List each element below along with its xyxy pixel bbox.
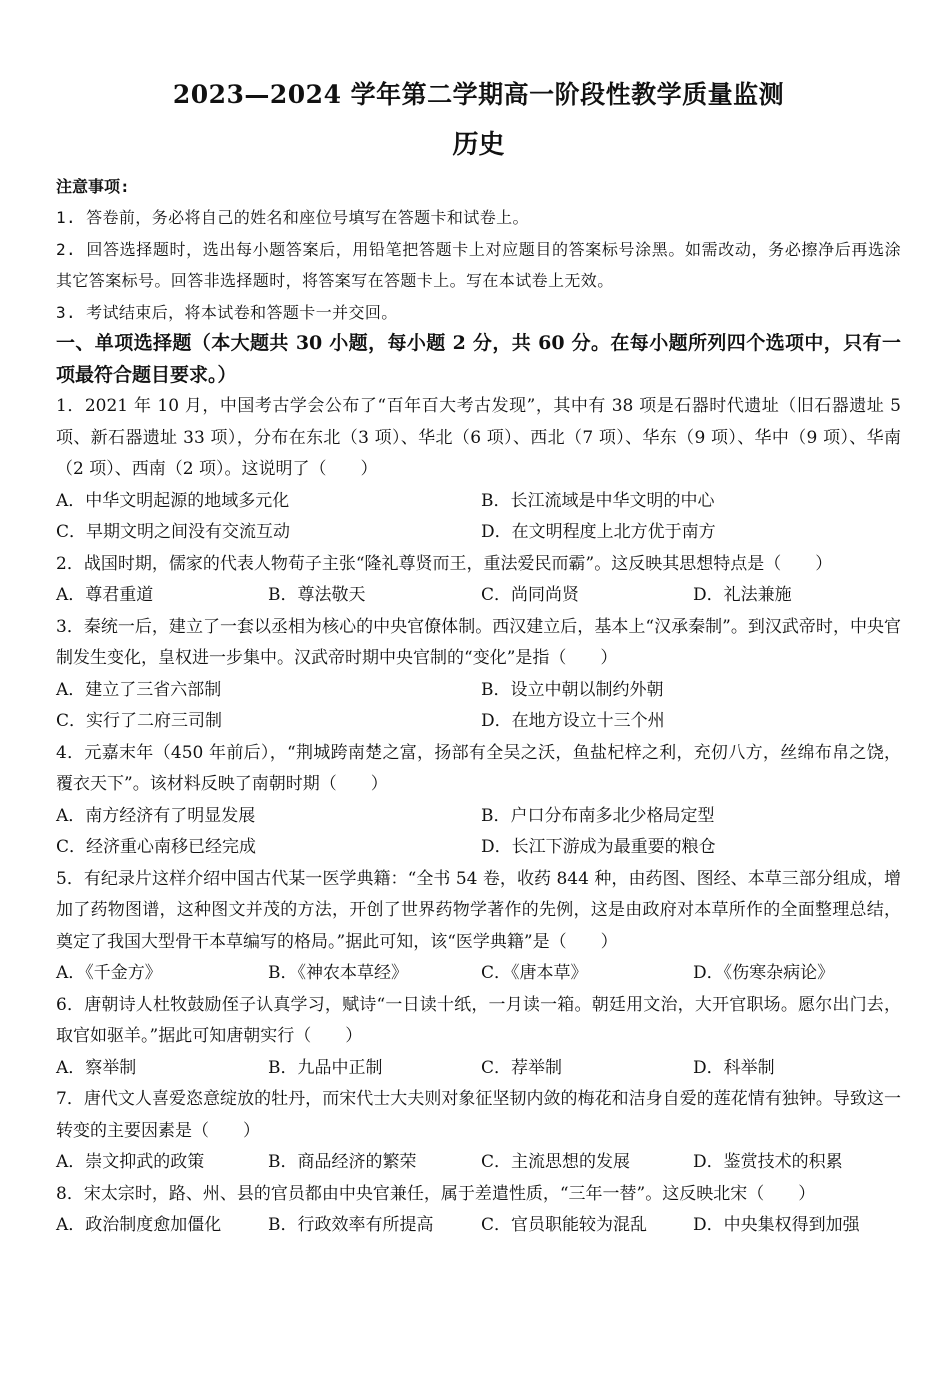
option-d: D．中央集权得到加强 — [693, 1215, 860, 1235]
option-b: B．尊法敬天 — [268, 585, 366, 605]
exam-title: 2023—2024 学年第二学期高一阶段性教学质量监测 — [172, 80, 785, 109]
option-list — [56, 675, 901, 738]
question-2 — [56, 549, 901, 612]
question-stem: 4．元嘉末年（450 年前后），“荆城跨南楚之富，扬部有全吴之沃，鱼盐杞梓之利，充仞八方，丝绵布帛之饶，覆衣天下”。该材料反映了南朝时期（ ） — [56, 742, 901, 794]
option-a: A．建立了三省六部制 — [56, 679, 222, 700]
question-6 — [56, 990, 901, 1085]
question-4 — [56, 738, 901, 864]
notice-heading: 注意事项: — [56, 177, 130, 196]
notice-item: 1. 答卷前，务必将自己的姓名和座位号填写在答题卡和试卷上。 — [56, 208, 529, 227]
option-b: B．行政效率有所提高 — [268, 1215, 434, 1235]
subject-title: 历史 — [452, 130, 505, 160]
option-list — [56, 1210, 901, 1242]
notice-item: 2. 回答选择题时，选出每小题答案后，用铅笔把答题卡上对应题目的答案标号涂黑。如需改动，务必擦净后再选涂其它答案标号。回答非选择题时，将答案写在答题卡上。写在本试卷上无效。 — [56, 239, 901, 290]
option-b: B．商品经济的繁荣 — [268, 1152, 417, 1172]
question-8 — [56, 1179, 901, 1242]
question-stem: 3．秦统一后，建立了一套以丞相为核心的中央官僚体制。西汉建立后，基本上“汉承秦制”。到汉武帝时，中央官制发生变化，皇权进一步集中。汉武帝时期中央官制的“变化”是指（ ） — [56, 616, 901, 668]
option-c: C．《唐本草》 — [481, 963, 588, 983]
option-list — [56, 958, 901, 990]
option-a: A．尊君重道 — [56, 585, 154, 605]
option-list — [56, 486, 901, 549]
option-a: A．政治制度愈加僵化 — [56, 1215, 222, 1235]
option-c: C．官员职能较为混乱 — [481, 1215, 648, 1235]
option-c: C．早期文明之间没有交流互动 — [56, 522, 291, 542]
question-stem: 1．2021 年 10 月，中国考古学会公布了“百年百大考古发现”，其中有 38 项是石器时代遗址（旧石器遗址 5 项、新石器遗址 33 项），分布在东北（3 项）、华北（6 项）、西北（7 项）、华东（9 项）、华中（9 项）、华南（2 项）、西南（2 项）。这说明了（ ） — [56, 396, 901, 479]
option-b: B．长江流域是中华文明的中心 — [481, 490, 715, 511]
question-stem: 5．有纪录片这样介绍中国古代某一医学典籍：“全书 54 卷，收药 844 种，由药图、图经、本草三部分组成，增加了药物图谱，这种图文并茂的方法，开创了世界药物学著作的先例，这是由政府对本草所作的全面整理总结，奠定了我国大型骨干本草编写的格局。”据此可知，该“医学典籍”是（ ） — [56, 868, 901, 952]
exam-page — [56, 78, 901, 1242]
option-d: D．《伤寒杂病论》 — [693, 963, 835, 983]
option-d: D．长江下游成为最重要的粮仓 — [481, 837, 716, 857]
option-c: C．经济重心南移已经完成 — [56, 837, 257, 857]
question-5 — [56, 864, 901, 990]
option-list — [56, 1053, 901, 1085]
notice-item: 3. 考试结束后，将本试卷和答题卡一并交回。 — [56, 302, 398, 322]
question-stem: 7．唐代文人喜爱恣意绽放的牡丹，而宋代士大夫则对象征坚韧内敛的梅花和洁身自爱的莲花情有独钟。导致这一转变的主要因素是（ ） — [56, 1089, 901, 1141]
option-a: A．《千金方》 — [56, 963, 162, 983]
option-list — [56, 801, 901, 864]
option-d: D．礼法兼施 — [693, 585, 792, 605]
question-7 — [56, 1084, 901, 1179]
option-b: B．《神农本草经》 — [268, 963, 408, 983]
option-c: C．荐举制 — [481, 1057, 563, 1078]
option-b: B．九品中正制 — [268, 1057, 383, 1078]
question-stem: 6．唐朝诗人杜牧鼓励侄子认真学习，赋诗“一日读十纸，一月读一箱。朝廷用文治，大开官职场。愿尔出门去，取官如驱羊。”据此可知唐朝实行（ ） — [56, 994, 901, 1046]
option-c: C．实行了二府三司制 — [56, 711, 223, 731]
option-d: D．鉴赏技术的积累 — [693, 1152, 843, 1172]
option-list — [56, 1147, 901, 1179]
question-1 — [56, 391, 901, 549]
question-stem: 8．宋太宗时，路、州、县的官员都由中央官兼任，属于差遣性质，“三年一替”。这反映北宋（ ） — [56, 1183, 816, 1204]
option-d: D．在地方设立十三个州 — [481, 711, 665, 731]
question-stem: 2．战国时期，儒家的代表人物荀子主张“隆礼尊贤而王，重法爱民而霸”。这反映其思想特点是（ ） — [56, 553, 833, 574]
option-b: B．户口分布南多北少格局定型 — [481, 805, 715, 826]
question-3 — [56, 612, 901, 738]
option-b: B．设立中朝以制约外朝 — [481, 679, 664, 700]
option-list — [56, 580, 901, 612]
option-a: A．崇文抑武的政策 — [56, 1152, 205, 1172]
section-heading: 一、单项选择题（本大题共 30 小题，每小题 2 分，共 60 分。在每小题所列四个选项中，只有一项最符合题目要求。） — [56, 332, 901, 386]
option-c: C．尚同尚贤 — [481, 585, 580, 605]
option-c: C．主流思想的发展 — [481, 1152, 631, 1172]
option-d: D．在文明程度上北方优于南方 — [481, 522, 716, 542]
option-a: A．察举制 — [56, 1057, 137, 1078]
option-d: D．科举制 — [693, 1057, 775, 1078]
option-a: A．南方经济有了明显发展 — [56, 805, 256, 826]
option-a: A．中华文明起源的地域多元化 — [56, 490, 290, 511]
